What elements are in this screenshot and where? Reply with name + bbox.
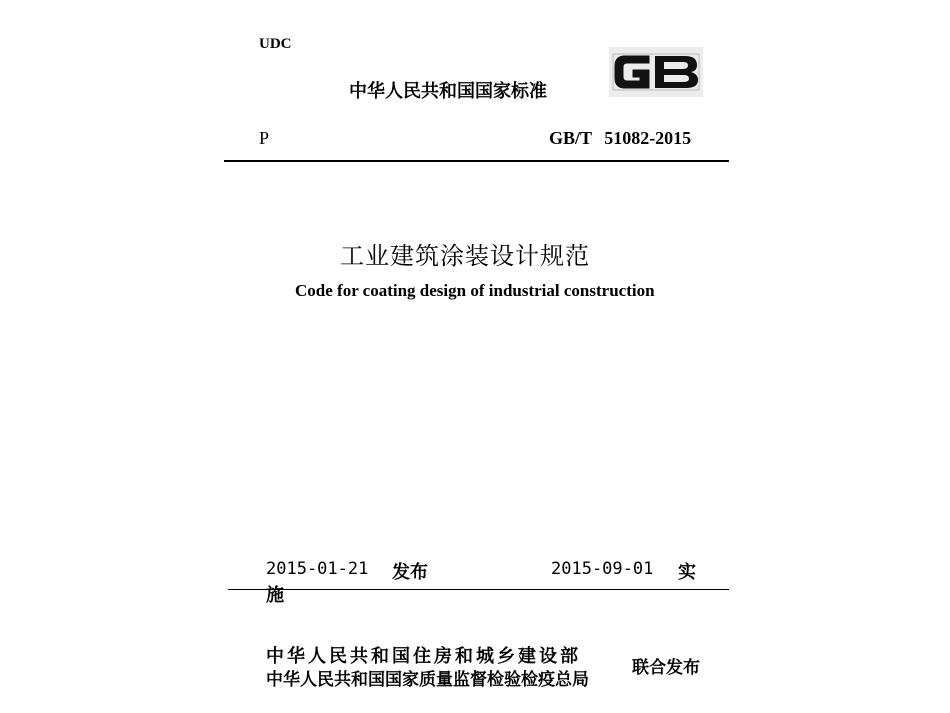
gb-logo-graphic — [609, 47, 703, 97]
standard-number: GB/T 51082-2015 — [549, 128, 692, 148]
issue-label: 发布 — [392, 562, 428, 583]
national-standard-heading: 中华人民共和国国家标准 — [349, 81, 547, 102]
category-code: P — [259, 128, 270, 148]
header-divider — [224, 160, 729, 162]
gb-logo — [609, 47, 703, 97]
title-english: Code for coating design of industrial construction — [295, 281, 655, 300]
joint-publish-label: 联合发布 — [632, 658, 700, 678]
implementation-date: 2015-09-01 — [551, 559, 654, 579]
title-chinese: 工业建筑涂装设计规范 — [340, 242, 590, 270]
implementation-label-part1: 实 — [678, 562, 696, 583]
udc-label: UDC — [259, 36, 292, 52]
publisher-ministry-housing: 中华人民共和国住房和城乡建设部 — [266, 646, 581, 667]
footer-divider — [228, 589, 729, 590]
publisher-ministry-quality: 中华人民共和国国家质量监督检验检疫总局 — [266, 670, 589, 690]
issue-date: 2015-01-21 — [266, 559, 369, 579]
implementation-label-part2: 施 — [266, 585, 284, 606]
